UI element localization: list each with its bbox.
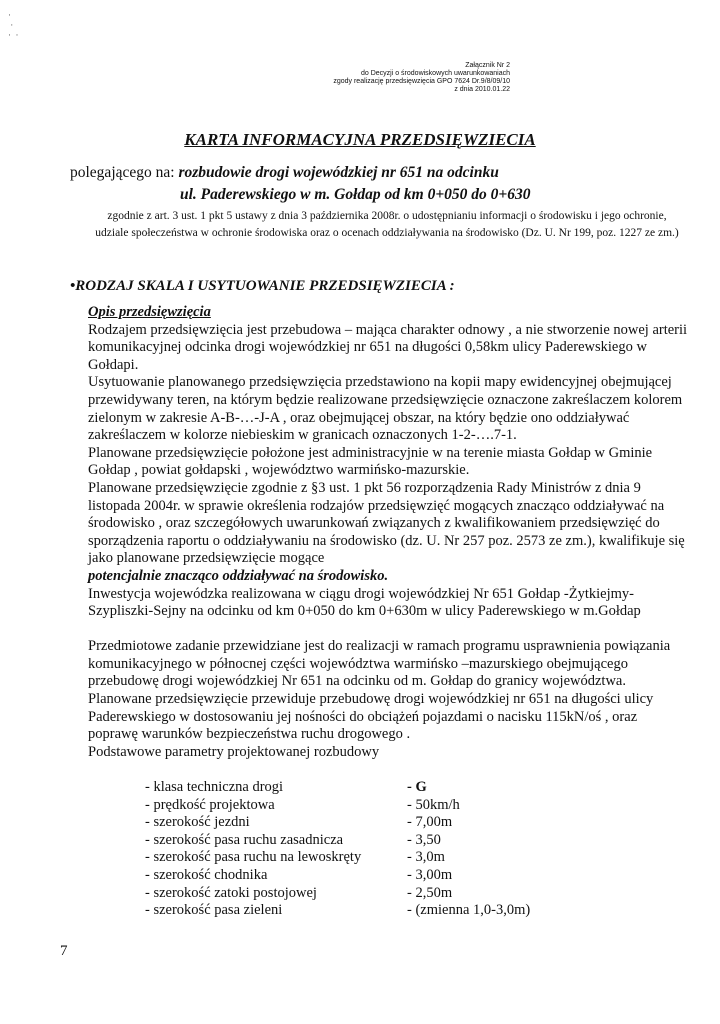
parameter-row xyxy=(145,797,665,815)
opis-heading: Opis przedsięwzięcia xyxy=(88,304,211,320)
parameter-name: - szerokość zatoki postojowej xyxy=(145,884,317,901)
paragraph: Planowane przedsięwzięcie przewiduje przebudowę drogi wojewódzkiej nr 651 na długości ulicy Paderewskiego w dostosowaniu jej nośności do obciążeń pojazdami o nacisku 115kN/oś , oraz poprawę warunków bezpieczeństwa ruchu drogowego . xyxy=(88,691,654,743)
section-heading: •RODZAJ SKALA I USYTUOWANIE PRZEDSIĘWZIECIA : xyxy=(70,278,455,294)
attachment-header xyxy=(270,62,510,94)
parameter-row xyxy=(145,779,665,797)
paragraph xyxy=(88,480,688,586)
parameter-value: - (zmienna 1,0-3,0m) xyxy=(407,902,531,919)
subject-prefix: polegającego na: xyxy=(70,164,175,181)
header-line: do Decyzji o środowiskowych uwarunkowaniach xyxy=(360,70,510,77)
legal-basis: zgodnie z art. 3 ust. 1 pkt 5 ustawy z dnia 3 października 2008r. o udostępnianiu informacji o środowisku i jego ochronie, udziale społeczeństwa w ochronie środowiska oraz o ocenach oddziaływania na środowisko (Dz. U. Nr 199, poz. 1227 ze zm.) xyxy=(95,210,679,239)
subject-line-1 xyxy=(70,162,670,184)
parameter-value: - 3,50 xyxy=(407,831,441,848)
description-body xyxy=(88,304,688,761)
parameter-name: - klasa techniczna drogi xyxy=(145,779,284,795)
parameter-name: - prędkość projektowa xyxy=(145,796,275,813)
parameter-name: - szerokość chodnika xyxy=(145,866,268,883)
parameter-row xyxy=(145,832,665,850)
parameter-row xyxy=(145,849,665,867)
parameter-name: - szerokość pasa ruchu zasadnicza xyxy=(145,831,344,848)
parameter-value: - 3,00m xyxy=(407,866,453,883)
paragraph: Usytuowanie planowanego przedsięwzięcia przedstawiono na kopii mapy ewidencyjnej obejmującej przewidywany teren, na którym będzie realizowane przedsięwzięcie oznaczone zakreślaczem kolorem zielonym w zakresie A-B-…-J-A , oraz obejmującej obszar, na który będzie ono oddziaływać zakreślaczem w kolorze niebieskim w granicach oznaczonych 1-2-….7-1. xyxy=(88,374,683,444)
parameter-value: - 2,50m xyxy=(407,884,453,901)
header-line: Załącznik Nr 2 xyxy=(465,62,510,69)
parameter-name: - szerokość pasa ruchu na lewoskręty xyxy=(145,849,362,866)
paragraph-text: Planowane przedsięwzięcie zgodnie z §3 ust. 1 pkt 56 rozporządzenia Rady Ministrów z dnia 9 listopada 2004r. w sprawie określenia rodzajów przedsięwzięć mogących znacząco oddziaływać na środowisko , oraz szczegółowych uwarunkowań związanych z kwalifikowaniem przedsięwzięć do sporządzenia raportu o oddziaływaniu na środowisko (dz. U. Nr 257 poz. 2573 ze zm.), kwalifikuje się jako planowane przedsięwzięcie mogące xyxy=(88,479,685,567)
subject-text-1: rozbudowie drogi wojewódzkiej nr 651 na odcinku xyxy=(178,164,499,181)
page-number: 7 xyxy=(60,943,68,959)
parameter-value: - G xyxy=(407,779,427,795)
header-line: z dnia 2010.01.22 xyxy=(454,86,510,93)
paragraph: Inwestycja wojewódzka realizowana w ciągu drogi wojewódzkiej Nr 651 Gołdap -Żytkiejmy-Szypliszki-Sejny na odcinku od km 0+050 do km 0+630m w ulicy Paderewskiego w m.Gołdap xyxy=(88,585,641,620)
parameters-list xyxy=(145,779,665,920)
parameter-name: - szerokość pasa zieleni xyxy=(145,902,283,919)
spacer xyxy=(88,621,688,639)
document-title: KARTA INFORMACYJNA PRZEDSIĘWZIECIA xyxy=(184,130,536,149)
parameter-value: - 50km/h xyxy=(407,796,460,813)
scan-marks: · · · · xyxy=(8,10,19,40)
subject-text-2: ul. Paderewskiego w m. Gołdap od km 0+050 do 0+630 xyxy=(180,186,531,203)
paragraph: Planowane przedsięwzięcie położone jest administracyjnie w na terenie miasta Gołdap w Gminie Gołdap , powiat gołdapski , województwo warmińsko-mazurskie. xyxy=(88,444,653,479)
parameter-row xyxy=(145,867,665,885)
parameter-value: - 7,00m xyxy=(407,814,453,831)
parameter-row xyxy=(145,814,665,832)
header-line: zgody realizację przedsięwzięcia GPO 7624 Dr.9/8/09/10 xyxy=(333,78,510,85)
paragraph: Rodzajem przedsięwzięcia jest przebudowa – mająca charakter odnowy , a nie stworzenie nowej arterii komunikacyjnej odcinka drogi wojewódzkiej nr 651 na długości 0,58km ulicy Paderewskiego w Gołdapi. xyxy=(88,321,688,373)
paragraph: Przedmiotowe zadanie przewidziane jest do realizacji w ramach programu usprawnienia powiązania komunikacyjnego w północnej części województwa warmińsko –mazurskiego obejmującego przebudowę drogi wojewódzkiej Nr 651 na odcinku od m. Gołdap do granicy województwa. xyxy=(88,638,671,690)
parameter-name: - szerokość jezdni xyxy=(145,814,250,831)
parameter-row xyxy=(145,885,665,903)
paragraph: Podstawowe parametry projektowanej rozbudowy xyxy=(88,743,380,760)
parameter-value: - 3,0m xyxy=(407,849,445,866)
emphasis-text: potencjalnie znacząco oddziaływać na środowisko. xyxy=(88,567,389,584)
parameter-row xyxy=(145,902,665,920)
